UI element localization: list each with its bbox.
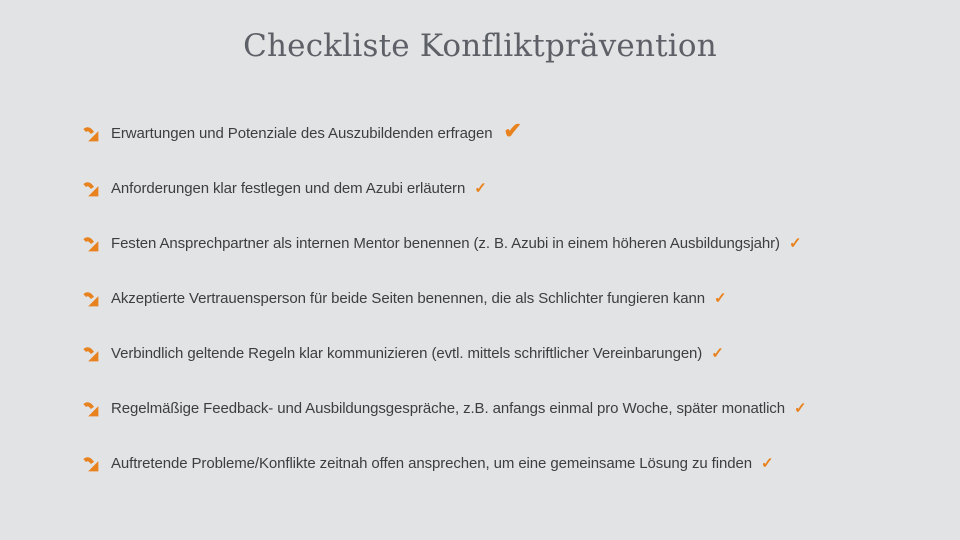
checklist-item-text: Festen Ansprechpartner als internen Mentor benennen (z. B. Azubi in einem höheren Ausbildungsjahr) bbox=[111, 235, 780, 252]
checkmark-icon: ✓ bbox=[760, 455, 774, 472]
checkmark-icon: ✔ bbox=[503, 117, 522, 143]
checkmark-icon: ✓ bbox=[474, 180, 487, 197]
arrow-down-right-icon bbox=[82, 125, 100, 143]
checkmark-icon: ✓ bbox=[788, 235, 802, 252]
checkmark-icon: ✓ bbox=[793, 400, 807, 417]
checklist-item-text: Verbindlich geltende Regeln klar kommunizieren (evtl. mittels schriftlicher Vereinbarungen) bbox=[111, 345, 703, 362]
checklist bbox=[82, 106, 940, 491]
checklist-item-text: Akzeptierte Vertrauensperson für beide Seiten benennen, die als Schlichter fungieren kann bbox=[111, 290, 705, 307]
checklist-item bbox=[82, 381, 940, 436]
checklist-item bbox=[82, 271, 940, 326]
checklist-item bbox=[82, 161, 940, 216]
checkmark-icon: ✓ bbox=[714, 290, 727, 307]
checklist-item bbox=[82, 326, 940, 381]
arrow-down-right-icon bbox=[82, 345, 100, 363]
checklist-item-text: Regelmäßige Feedback- und Ausbildungsgespräche, z.B. anfangs einmal pro Woche, später monatlich bbox=[111, 400, 785, 417]
checklist-item bbox=[82, 106, 940, 161]
checklist-item-text: Anforderungen klar festlegen und dem Azubi erläutern bbox=[111, 180, 466, 197]
checkmark-icon: ✓ bbox=[711, 345, 724, 362]
arrow-down-right-icon bbox=[82, 455, 100, 473]
slide-title: Checkliste Konfliktprävention bbox=[243, 28, 717, 64]
arrow-down-right-icon bbox=[82, 290, 100, 308]
checklist-item bbox=[82, 436, 940, 491]
arrow-down-right-icon bbox=[82, 235, 100, 253]
arrow-down-right-icon bbox=[82, 180, 100, 198]
checklist-item bbox=[82, 216, 940, 271]
checklist-item-text: Auftretende Probleme/Konflikte zeitnah offen ansprechen, um eine gemeinsame Lösung zu finden bbox=[111, 455, 752, 472]
checklist-item-text: Erwartungen und Potenziale des Auszubildenden erfragen bbox=[111, 125, 493, 142]
arrow-down-right-icon bbox=[82, 400, 100, 418]
